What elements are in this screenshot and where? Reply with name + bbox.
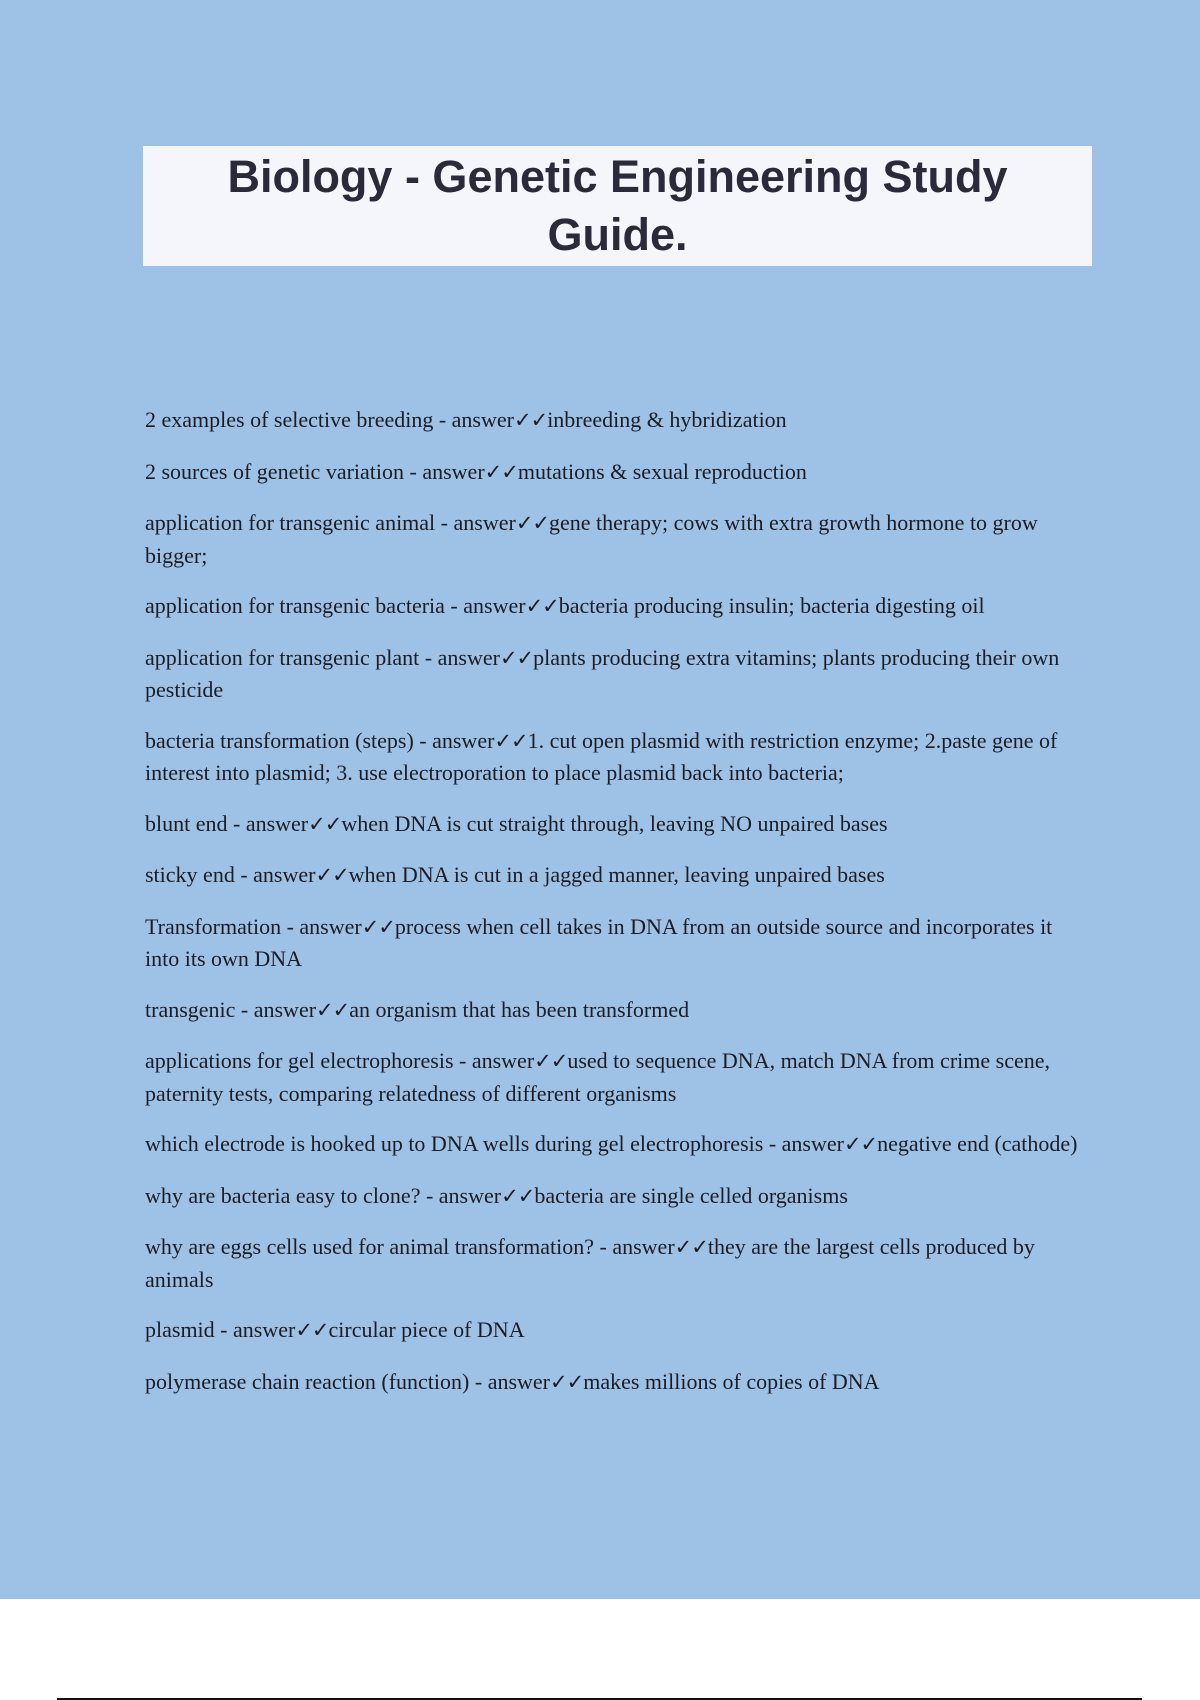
answer-separator: - answer — [763, 1131, 844, 1156]
double-check-icon: ✓✓ — [361, 914, 395, 939]
question-text: sticky end — [145, 862, 235, 887]
question-text: application for transgenic bacteria — [145, 593, 445, 618]
list-item — [145, 642, 1087, 706]
question-text: blunt end — [145, 810, 228, 836]
title-box — [143, 146, 1092, 266]
question-text: why are eggs cells used for animal transformation? — [145, 1234, 595, 1259]
answer-separator: - answer — [214, 1317, 296, 1342]
list-item — [145, 1128, 1087, 1161]
double-check-icon: ✓✓ — [843, 1132, 878, 1156]
answer-text: makes millions of copies of DNA — [583, 1368, 880, 1394]
question-text: applications for gel electrophoresis — [145, 1048, 454, 1073]
question-text: 2 sources of genetic variation — [145, 458, 405, 484]
answer-text: bacteria producing insulin; bacteria digesting oil — [558, 593, 985, 618]
answer-text: used to sequence DNA, match DNA from crime scene, paternity tests, comparing relatedness of different organisms — [145, 1048, 1050, 1106]
answer-separator: - answer — [594, 1234, 675, 1259]
list-item — [145, 1231, 1087, 1295]
question-text: polymerase chain reaction (function) — [145, 1368, 470, 1394]
double-check-icon: ✓✓ — [674, 1235, 708, 1259]
double-check-icon: ✓✓ — [316, 997, 350, 1022]
answer-separator: - answer — [453, 1048, 535, 1073]
answer-text: mutations & sexual reproduction — [517, 458, 807, 484]
answer-text: circular piece of DNA — [328, 1317, 525, 1342]
double-check-icon: ✓✓ — [534, 1049, 568, 1073]
answer-separator: - answer — [227, 810, 309, 836]
list-item — [145, 1180, 1087, 1213]
list-item — [145, 725, 1087, 789]
answer-text: gene therapy; cows with extra growth hormone to grow bigger; — [145, 510, 1038, 568]
question-text: bacteria transformation (steps) — [145, 727, 414, 753]
question-text: plasmid — [145, 1317, 215, 1342]
answer-text: an organism that has been transformed — [349, 996, 690, 1022]
double-check-icon: ✓✓ — [308, 811, 342, 836]
double-check-icon: ✓✓ — [525, 594, 559, 618]
list-item — [145, 1314, 1087, 1347]
answer-text: bacteria are single celled organisms — [534, 1182, 848, 1208]
list-item — [145, 1045, 1087, 1109]
answer-separator: - answer — [235, 996, 317, 1022]
double-check-icon: ✓✓ — [295, 1318, 329, 1342]
list-item — [145, 590, 1087, 623]
question-text: application for transgenic plant — [145, 644, 420, 670]
answer-text: when DNA is cut in a jagged manner, leaving unpaired bases — [348, 862, 885, 887]
list-item — [145, 507, 1087, 571]
double-check-icon: ✓✓ — [499, 645, 534, 670]
page-title: Biology - Genetic Engineering Study Guide. — [227, 151, 1008, 260]
question-text: why are bacteria easy to clone? — [145, 1182, 421, 1208]
list-item — [145, 404, 1087, 437]
answer-text: plants producing extra vitamins; plants producing their own pesticide — [145, 644, 1060, 702]
list-item — [145, 1366, 1087, 1399]
double-check-icon: ✓✓ — [513, 408, 548, 432]
answer-text: inbreeding & hybridization — [547, 407, 787, 432]
qa-list — [145, 404, 1087, 1417]
answer-separator: - answer — [433, 407, 514, 432]
double-check-icon: ✓✓ — [494, 728, 528, 753]
question-text: transgenic — [145, 996, 236, 1022]
question-text: application for transgenic animal — [145, 510, 436, 535]
list-item — [145, 994, 1087, 1027]
answer-separator: - answer — [435, 510, 516, 535]
double-check-icon: ✓✓ — [484, 459, 518, 484]
double-check-icon: ✓✓ — [501, 1183, 535, 1208]
answer-text: 1. cut open plasmid with restriction enzyme; 2.paste gene of interest into plasmid; 3. use electroporation to place plasmid back into bacteria; — [145, 727, 1058, 785]
list-item — [145, 859, 1087, 892]
list-item — [145, 808, 1087, 841]
answer-separator: - answer — [281, 913, 362, 939]
answer-text: process when cell takes in DNA from an outside source and incorporates it into its own DNA — [145, 913, 1053, 971]
answer-text: negative end (cathode) — [877, 1131, 1078, 1156]
answer-separator: - answer — [420, 1182, 502, 1208]
answer-separator: - answer — [469, 1368, 551, 1394]
question-text: which electrode is hooked up to DNA wells during gel electrophoresis — [145, 1131, 764, 1156]
double-check-icon: ✓✓ — [315, 863, 349, 887]
answer-text: they are the largest cells produced by animals — [145, 1234, 1035, 1292]
double-check-icon: ✓✓ — [515, 511, 550, 535]
question-text: 2 examples of selective breeding — [145, 407, 434, 432]
answer-separator: - answer — [419, 644, 500, 670]
answer-separator: - answer — [413, 727, 495, 753]
double-check-icon: ✓✓ — [550, 1369, 584, 1394]
answer-separator: - answer — [234, 862, 316, 887]
list-item — [145, 911, 1087, 975]
answer-text: when DNA is cut straight through, leaving NO unpaired bases — [341, 810, 888, 836]
question-text: Transformation — [145, 913, 282, 939]
answer-separator: - answer — [444, 593, 526, 618]
list-item — [145, 456, 1087, 489]
answer-separator: - answer — [404, 458, 485, 484]
